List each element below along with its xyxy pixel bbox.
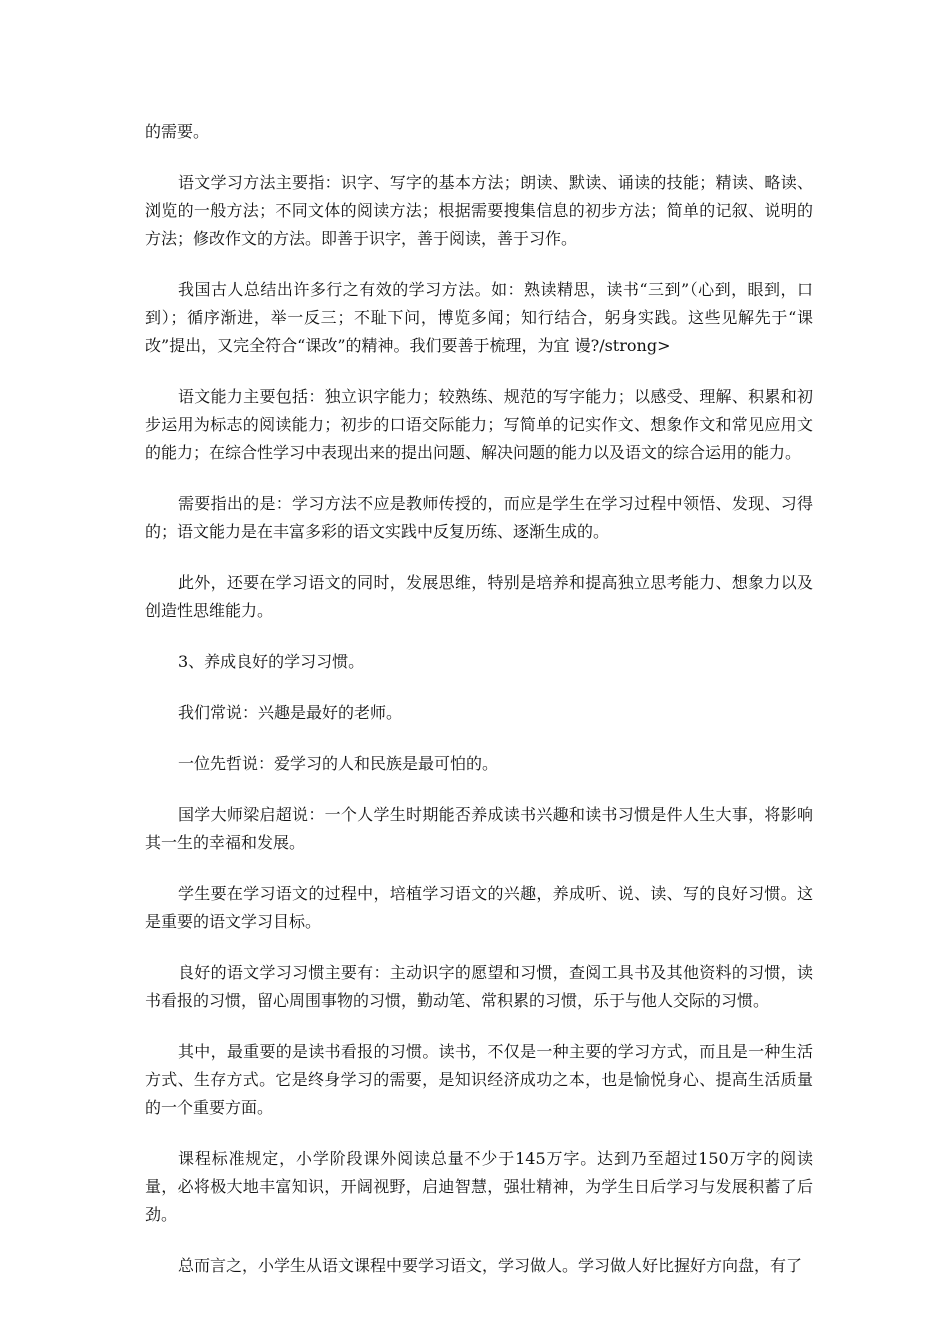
paragraph: 语文能力主要包括：独立识字能力；较熟练、规范的写字能力；以感受、理解、积累和初步运用为标志的阅读能力；初步的口语交际能力；写简单的记实作文、想象作文和常见应用文的能力；在综合性学习中表现出来的提出问题、解决问题的能力以及语文的综合运用的能力。 <box>145 387 813 462</box>
paragraph: 国学大师梁启超说：一个人学生时期能否养成读书兴趣和读书习惯是件人生大事，将影响其一生的幸福和发展。 <box>145 805 813 852</box>
paragraph: 我们常说：兴趣是最好的老师。 <box>178 703 403 722</box>
paragraph: 课程标准规定，小学阶段课外阅读总量不少于145万字。达到乃至超过150万字的阅读量，必将极大地丰富知识，开阔视野，启迪智慧，强壮精神，为学生日后学习与发展积蓄了后劲。 <box>145 1149 813 1224</box>
paragraph: 学生要在学习语文的过程中，培植学习语文的兴趣，养成听、说、读、写的良好习惯。这是重要的语文学习目标。 <box>145 884 813 931</box>
paragraph: 需要指出的是：学习方法不应是教师传授的，而应是学生在学习过程中领悟、发现、习得的；语文能力是在丰富多彩的语文实践中反复历练、逐渐生成的。 <box>145 494 813 541</box>
paragraph: 良好的语文学习习惯主要有：主动识字的愿望和习惯，查阅工具书及其他资料的习惯，读书看报的习惯，留心周围事物的习惯，勤动笔、常积累的习惯，乐于与他人交际的习惯。 <box>145 963 813 1010</box>
section-heading: 3、养成良好的学习习惯。 <box>178 652 365 671</box>
paragraph: 的需要。 <box>145 122 210 141</box>
paragraph: 一位先哲说：爱学习的人和民族是最可怕的。 <box>178 754 499 773</box>
document-body <box>145 118 813 1303</box>
paragraph: 其中，最重要的是读书看报的习惯。读书，不仅是一种主要的学习方式，而且是一种生活方式、生存方式。它是终身学习的需要，是知识经济成功之本，也是愉悦身心、提高生活质量的一个重要方面。 <box>145 1042 813 1117</box>
paragraph: 语文学习方法主要指：识字、写字的基本方法；朗读、默读、诵读的技能；精读、略读、浏览的一般方法；不同文体的阅读方法；根据需要搜集信息的初步方法；简单的记叙、说明的方法；修改作文的方法。即善于识字，善于阅读，善于习作。 <box>145 173 813 248</box>
paragraph: 总而言之，小学生从语文课程中要学习语文，学习做人。学习做人好比握好方向盘，有了 <box>178 1256 803 1275</box>
paragraph: 此外，还要在学习语文的同时，发展思维，特别是培养和提高独立思考能力、想象力以及创造性思维能力。 <box>145 573 813 620</box>
paragraph: 我国古人总结出许多行之有效的学习方法。如：熟读精思，读书“三到”（心到，眼到，口到）；循序渐进，举一反三；不耻下问，博览多闻；知行结合，躬身实践。这些见解先于“课改”提出，又完全符合“课改”的精神。我们要善于梳理，为宜 谩?/strong> <box>145 280 813 355</box>
